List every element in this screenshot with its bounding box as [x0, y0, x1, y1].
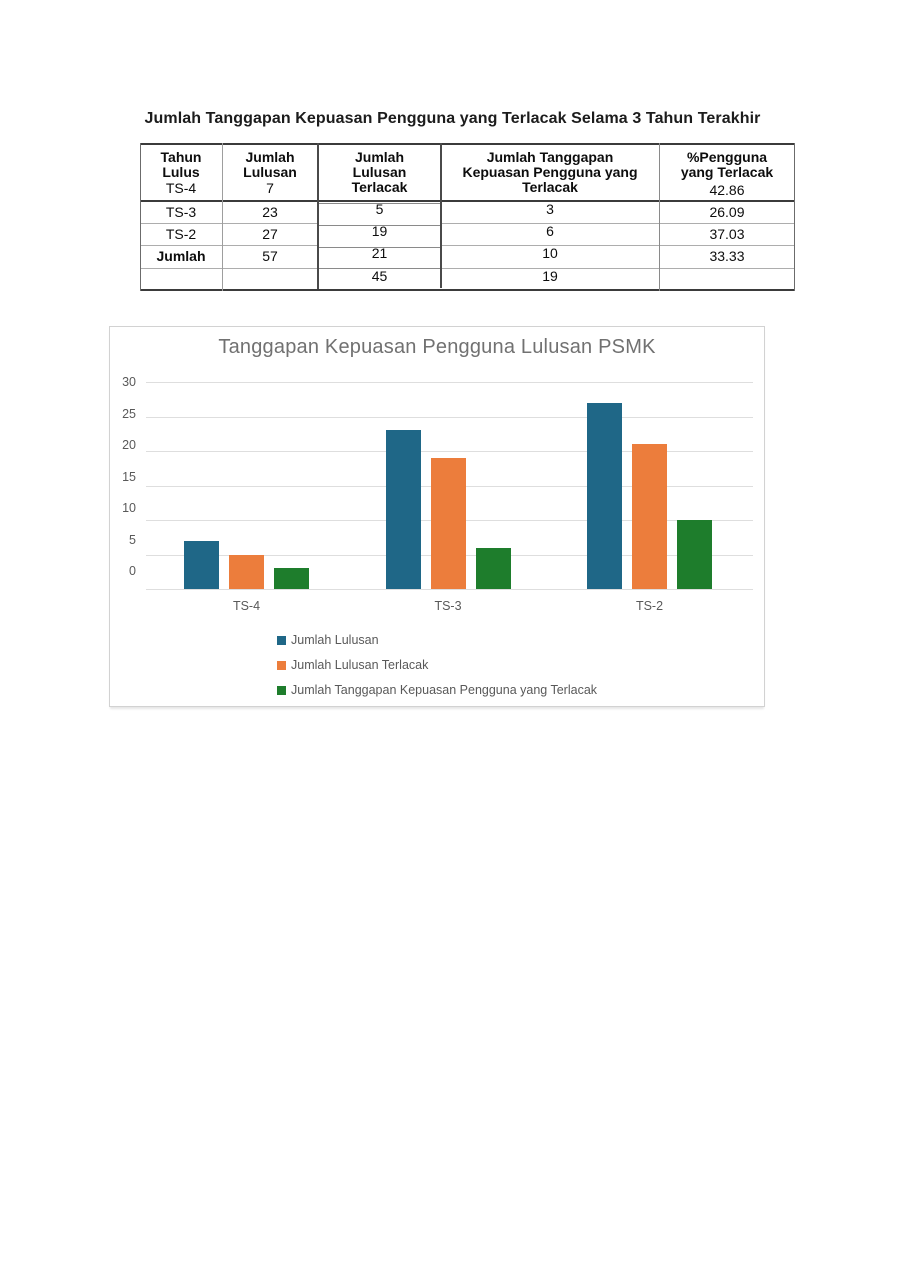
chart: [109, 326, 765, 707]
column-header-jumlah-tanggapan: Jumlah Tanggapan Kepuasan Pengguna yang Terlacak: [462, 149, 638, 195]
table-cell: [222, 268, 318, 289]
table-cell: 37.03: [709, 226, 745, 242]
table-cell: 42.86: [709, 182, 745, 198]
column-header-jumlah-lulusan-terlacak: Jumlah Lulusan Terlacak: [351, 149, 408, 195]
table-cell: 10: [542, 245, 558, 261]
column-header-jumlah-lulusan: Jumlah Lulusan: [243, 149, 297, 180]
legend-swatch: [277, 661, 286, 670]
chart-bar-jumlah-lulusan-ts-3: [386, 430, 421, 589]
column-header-tahun-lulus: Tahun Lulus: [160, 149, 202, 180]
y-axis-label: 5: [129, 532, 136, 547]
chart-bar-jumlah-tanggapan-kepuasan-pengguna-yang-terlacak-ts-3: [476, 548, 511, 589]
table-cell: 6: [546, 223, 554, 239]
chart-bar-jumlah-lulusan-ts-2: [587, 403, 622, 589]
y-axis-label: 10: [122, 501, 136, 515]
legend-label: Jumlah Lulusan Terlacak: [291, 658, 429, 672]
chart-plot-area: [110, 327, 764, 706]
legend-item: [277, 658, 428, 672]
table-cell: 19: [371, 223, 388, 239]
legend-label: Jumlah Lulusan: [291, 633, 379, 647]
table-cell: TS-4: [165, 180, 197, 196]
table-cell: 45: [371, 268, 388, 284]
x-axis-label: TS-4: [232, 599, 261, 613]
table-cell: 5: [375, 201, 384, 217]
table-cell: Jumlah: [156, 248, 206, 264]
table-cell: 3: [546, 201, 554, 217]
legend-swatch: [277, 686, 286, 695]
y-axis-label: 0: [129, 564, 136, 578]
table-cell: 57: [262, 248, 278, 264]
table-cell: 7: [266, 180, 274, 196]
column-header-persen-pengguna: %Pengguna yang Terlacak: [680, 149, 774, 180]
y-axis-label: 20: [122, 438, 136, 452]
table-cell: 33.33: [709, 248, 745, 264]
table-cell: 21: [371, 245, 388, 261]
chart-bar-jumlah-lulusan-terlacak-ts-2: [632, 444, 667, 589]
table-cell: 26.09: [709, 204, 745, 220]
legend-item: [277, 633, 379, 647]
table-cell: [140, 268, 222, 289]
table-cell: 27: [262, 226, 278, 242]
chart-bar-jumlah-lulusan-terlacak-ts-4: [229, 555, 264, 590]
table-cell: [659, 268, 795, 289]
chart-bar-jumlah-tanggapan-kepuasan-pengguna-yang-terlacak-ts-2: [677, 520, 712, 589]
gridline: [146, 417, 753, 418]
x-axis-label: TS-2: [635, 599, 664, 613]
legend-item: [277, 683, 597, 697]
y-axis-label: 30: [122, 375, 136, 389]
table-cell: 23: [262, 204, 278, 220]
x-axis-label: TS-3: [434, 599, 462, 613]
gridline: [146, 589, 753, 590]
legend-label: Jumlah Tanggapan Kepuasan Pengguna yang Terlacak: [291, 683, 598, 697]
y-axis-label: 15: [122, 469, 136, 484]
chart-title: Tanggapan Kepuasan Pengguna Lulusan PSMK: [218, 336, 656, 358]
y-axis-label: 25: [122, 406, 136, 421]
chart-bar-jumlah-lulusan-ts-4: [184, 541, 219, 589]
gridline: [146, 382, 753, 383]
table-cell: TS-2: [165, 226, 197, 242]
data-table: [140, 143, 795, 291]
table-cell: TS-3: [165, 204, 197, 220]
legend-swatch: [277, 636, 286, 645]
chart-bar-jumlah-tanggapan-kepuasan-pengguna-yang-terlacak-ts-4: [274, 568, 309, 589]
chart-bar-jumlah-lulusan-terlacak-ts-3: [431, 458, 466, 589]
table-cell: 19: [542, 268, 558, 284]
document-title: Jumlah Tanggapan Kepuasan Pengguna yang Terlacak Selama 3 Tahun Terakhir: [144, 110, 761, 127]
